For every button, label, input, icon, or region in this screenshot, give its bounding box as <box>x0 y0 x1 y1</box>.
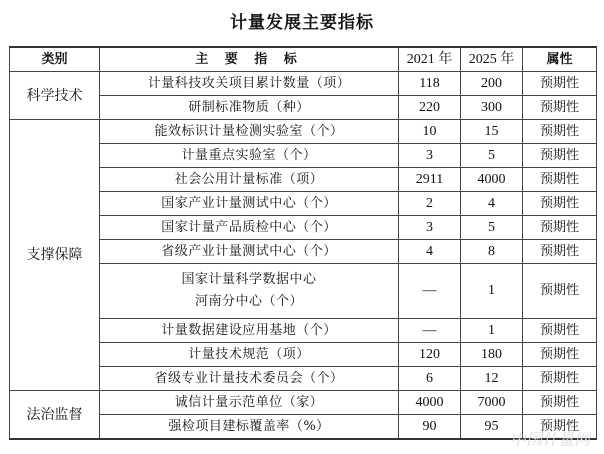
value-2025: 4 <box>461 192 523 216</box>
header-2021: 2021 年 <box>399 47 461 72</box>
category-law: 法治监督 <box>10 391 100 440</box>
page-title: 计量发展主要指标 <box>230 13 374 33</box>
value-2021: — <box>399 264 461 319</box>
attribute-cell: 预期性 <box>523 192 597 216</box>
table-row <box>10 120 597 144</box>
value-2025: 180 <box>461 343 523 367</box>
value-2021: 220 <box>399 96 461 120</box>
value-2021: 90 <box>399 415 461 440</box>
value-2025: 8 <box>461 240 523 264</box>
attribute-cell: 预期性 <box>523 319 597 343</box>
category-sci: 科学技术 <box>10 72 100 120</box>
indicator-cell: 计量数据建设应用基地（个） <box>100 319 399 343</box>
value-2021: 3 <box>399 144 461 168</box>
category-support: 支撑保障 <box>10 120 100 391</box>
indicator-cell: 计量技术规范（项） <box>100 343 399 367</box>
indicator-cell <box>100 264 399 319</box>
indicator-cell: 国家产业计量测试中心（个） <box>100 192 399 216</box>
value-2021: 4000 <box>399 391 461 415</box>
attribute-cell: 预期性 <box>523 264 597 319</box>
indicator-line: 国家计量科学数据中心 <box>181 272 317 287</box>
indicators-table <box>9 46 597 440</box>
table-row <box>10 72 597 96</box>
value-2025: 300 <box>461 96 523 120</box>
value-2025: 1 <box>461 264 523 319</box>
indicator-cell: 研制标准物质（种） <box>100 96 399 120</box>
value-2021: 2911 <box>399 168 461 192</box>
attribute-cell: 预期性 <box>523 72 597 96</box>
value-2025: 95 <box>461 415 523 440</box>
attribute-cell: 预期性 <box>523 216 597 240</box>
table-header-row <box>10 47 597 72</box>
header-attribute: 属性 <box>523 47 597 72</box>
indicator-line: 河南分中心（个） <box>194 294 303 309</box>
attribute-cell: 预期性 <box>523 96 597 120</box>
attribute-cell: 预期性 <box>523 367 597 391</box>
attribute-cell: 预期性 <box>523 144 597 168</box>
attribute-cell: 预期性 <box>523 240 597 264</box>
table-row <box>10 391 597 415</box>
attribute-cell: 预期性 <box>523 168 597 192</box>
indicator-cell: 省级产业计量测试中心（个） <box>100 240 399 264</box>
value-2021: 118 <box>399 72 461 96</box>
attribute-cell: 预期性 <box>523 120 597 144</box>
value-2025: 200 <box>461 72 523 96</box>
header-indicator: 主 要 指 标 <box>100 47 399 72</box>
value-2021: 2 <box>399 192 461 216</box>
indicator-cell: 国家计量产品质检中心（个） <box>100 216 399 240</box>
value-2021: — <box>399 319 461 343</box>
value-2025: 12 <box>461 367 523 391</box>
header-category: 类别 <box>10 47 100 72</box>
attribute-cell: 预期性 <box>523 343 597 367</box>
indicator-cell: 强检项目建标覆盖率（%） <box>100 415 399 440</box>
value-2025: 7000 <box>461 391 523 415</box>
header-2025: 2025 年 <box>461 47 523 72</box>
value-2021: 4 <box>399 240 461 264</box>
value-2025: 4000 <box>461 168 523 192</box>
value-2025: 5 <box>461 144 523 168</box>
value-2021: 3 <box>399 216 461 240</box>
value-2021: 10 <box>399 120 461 144</box>
value-2025: 5 <box>461 216 523 240</box>
indicator-cell: 计量重点实验室（个） <box>100 144 399 168</box>
indicator-cell: 省级专业计量技术委员会（个） <box>100 367 399 391</box>
indicator-cell: 能效标识计量检测实验室（个） <box>100 120 399 144</box>
attribute-cell: 预期性 <box>523 415 597 440</box>
indicator-cell: 诚信计量示范单位（家） <box>100 391 399 415</box>
indicator-cell: 社会公用计量标准（项） <box>100 168 399 192</box>
value-2021: 120 <box>399 343 461 367</box>
watermark: 中国计量网 <box>509 430 590 449</box>
value-2021: 6 <box>399 367 461 391</box>
value-2025: 15 <box>461 120 523 144</box>
attribute-cell: 预期性 <box>523 391 597 415</box>
indicator-cell: 计量科技攻关项目累计数量（项） <box>100 72 399 96</box>
value-2025: 1 <box>461 319 523 343</box>
